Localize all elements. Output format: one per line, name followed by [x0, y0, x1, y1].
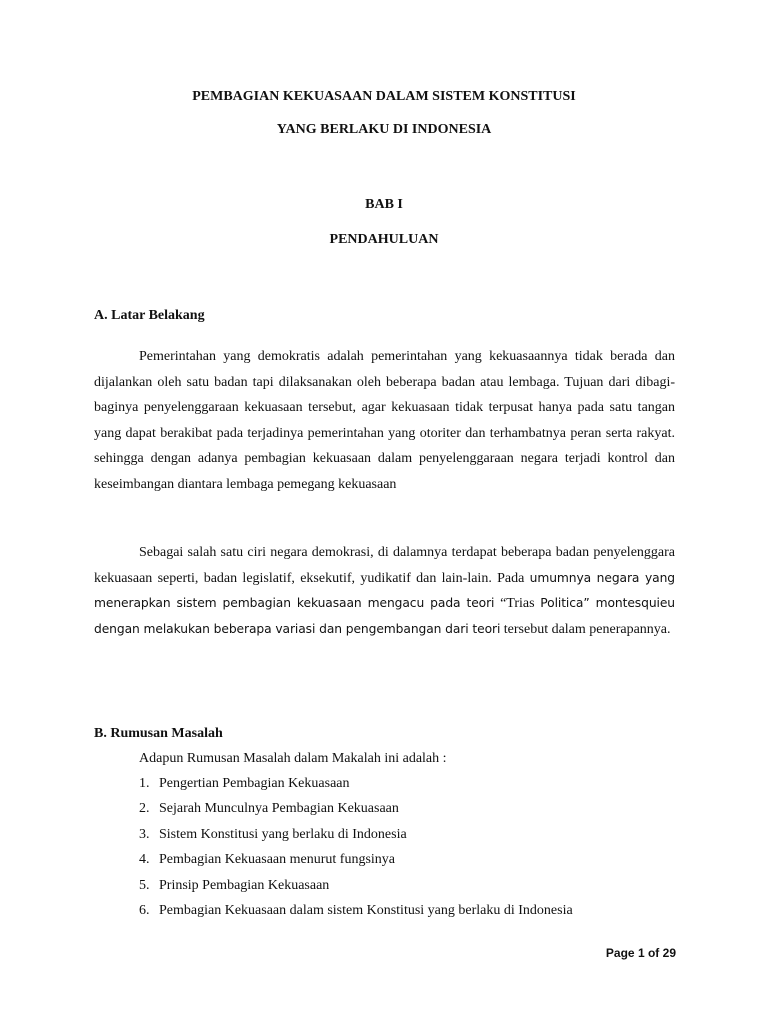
list-item: [139, 847, 573, 872]
list-item-text: Prinsip Pembagian Kekuasaan: [159, 877, 330, 893]
of-label: of: [647, 946, 660, 960]
list-item-text: Sistem Konstitusi yang berlaku di Indonesia: [159, 826, 407, 842]
paragraph-text: Pemerintahan yang demokratis adalah pemerintahan yang kekuasaannya tidak berada dan dijalankan oleh satu badan tapi dilaksanakan oleh beberapa badan atau lembaga. Tujuan dari dibagi-baginya penyelenggaraan kekuasaan tersebut, agar kekuasaan tidak terpusat hanya pada satu tangan yang dapat berakibat pada terjadinya pemerintahan yang otoriter dan terhambatnya peran serta rakyat.: [94, 349, 675, 441]
list-item: [139, 796, 573, 821]
list-item: [139, 822, 573, 847]
section-heading-rumusan-masalah: B. Rumusan Masalah: [94, 726, 223, 741]
rumusan-intro: Adapun Rumusan Masalah dalam Makalah ini adalah :: [139, 751, 447, 766]
list-item: [139, 873, 573, 898]
list-item: [139, 898, 573, 923]
list-item-number: 5.: [139, 877, 150, 893]
paragraph-text: tersebut dalam penerapannya.: [500, 621, 671, 637]
list-item-number: 2.: [139, 801, 150, 817]
rumusan-list: [139, 771, 573, 923]
list-item-number: 4.: [139, 852, 150, 868]
total-pages: 29: [662, 946, 676, 960]
list-item-number: 1.: [139, 776, 150, 791]
section-heading-latar-belakang: A. Latar Belakang: [94, 308, 205, 323]
list-item-text: Pembagian Kekuasaan dalam sistem Konstitusi yang berlaku di Indonesia: [159, 902, 573, 918]
paragraph-latar-belakang-2: [94, 540, 675, 642]
list-item-text: Sejarah Munculnya Pembagian Kekuasaan: [159, 801, 399, 817]
paragraph-text: sehingga dengan adanya pembagian kekuasaan dalam penyelenggaraan negara terjadi kontrol dan keseimbangan diantara lembaga pemegang kekuasaan: [94, 451, 675, 492]
paragraph-text: Sebagai salah satu ciri negara demokrasi, di dalamnya terdapat beberapa badan penyelenggara kekuasaan seperti, badan legislatif, eksekutif, yudikatif dan lain-lain. Pada: [94, 545, 675, 586]
list-item-text: Pengertian Pembagian Kekuasaan: [159, 776, 350, 791]
document-title-line-2: YANG BERLAKU DI INDONESIA: [276, 122, 492, 137]
list-item-number: 6.: [139, 902, 150, 918]
list-item-text: Pembagian Kekuasaan menurut fungsinya: [159, 852, 395, 868]
list-item: [139, 771, 573, 796]
chapter-title: PENDAHULUAN: [329, 232, 439, 247]
chapter-number: BAB I: [365, 197, 403, 212]
document-title-line-1: PEMBAGIAN KEKUASAAN DALAM SISTEM KONSTITUSI: [192, 89, 576, 104]
paragraph-text: umumnya negara yang menerapkan sistem pembagian kekuasaan mengacu pada teori: [94, 570, 675, 611]
paragraph-text: Politica” montesquieu dengan melakukan beberapa variasi dan pengembangan dari teori: [94, 596, 675, 636]
paragraph-latar-belakang-1: [94, 344, 675, 498]
list-item-number: 3.: [139, 826, 150, 842]
page-number: 1: [637, 946, 645, 960]
page-label: Page: [605, 946, 635, 960]
paragraph-text: “Trias: [494, 596, 541, 612]
page-number-footer: [606, 946, 676, 960]
